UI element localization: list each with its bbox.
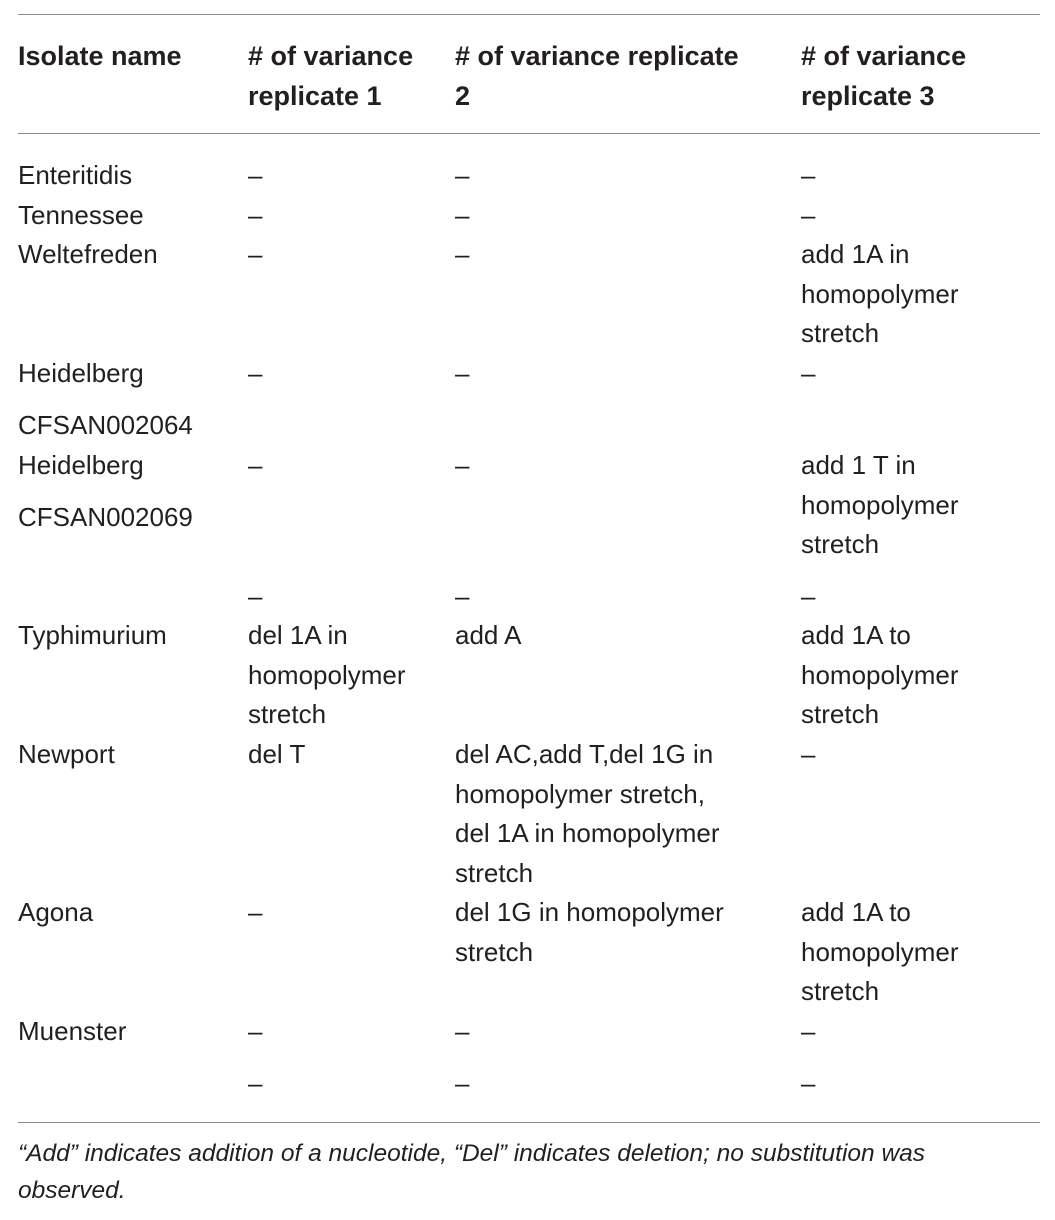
table-cell: – [248,897,263,927]
table-footnote: “Add” indicates addition of a nucleotide, “Del” indicates deletion; no substitution was observed. [18,1140,926,1204]
table-cell: Newport [18,739,115,769]
table-cell: CFSAN002064 [18,410,193,440]
header-rule [18,133,1040,134]
table-cell: – [248,239,263,269]
table-cell: – [801,200,816,230]
table-cell: – [455,1016,470,1046]
table-cell: CFSAN002069 [18,502,193,532]
table-cell: – [801,1068,816,1098]
table-cell: – [248,1016,263,1046]
table-cell: – [455,358,470,388]
table-cell: – [801,358,816,388]
table-cell: del AC,add T,del 1G in homopolymer stretch, del 1A in homopolymer stretch [455,739,720,888]
table-cell: – [248,358,263,388]
table-cell: Heidelberg [18,358,144,388]
table-cell: Enteritidis [18,160,133,190]
top-rule [18,14,1040,15]
table-cell: add 1A to homopolymer stretch [801,620,959,729]
table-cell: del 1A in homopolymer stretch [248,620,406,729]
table-cell: add 1 T in homopolymer stretch [801,450,959,559]
table-cell: – [801,581,816,611]
table-cell: – [455,160,470,190]
table-cell: – [248,581,263,611]
header-replicate-3: # of variance replicate 3 [801,41,967,111]
table-cell: Typhimurium [18,620,167,650]
table-cell: – [455,1068,470,1098]
bottom-rule [18,1122,1040,1123]
table-cell: add 1A to homopolymer stretch [801,897,959,1006]
header-isolate-name: Isolate name [18,41,182,71]
table-cell: – [801,1016,816,1046]
table-cell: del 1G in homopolymer stretch [455,897,724,967]
table-cell: – [248,200,263,230]
table-cell: – [801,739,816,769]
table-cell: – [455,450,470,480]
table-cell: – [801,160,816,190]
table-cell: Weltefreden [18,239,158,269]
table-cell: del T [248,739,306,769]
table-cell: Agona [18,897,94,927]
table-cell: Tennessee [18,200,144,230]
table-cell: – [248,450,263,480]
table-cell: – [455,581,470,611]
table-cell: – [248,1068,263,1098]
table-cell: Heidelberg [18,450,144,480]
table-cell: – [455,200,470,230]
table-cell: – [248,160,263,190]
table-cell: add 1A in homopolymer stretch [801,239,959,348]
table-cell: add A [455,620,522,650]
table-cell: – [455,239,470,269]
table-cell: Muenster [18,1016,127,1046]
header-replicate-2: # of variance replicate 2 [455,41,739,111]
header-replicate-1: # of variance replicate 1 [248,41,414,111]
